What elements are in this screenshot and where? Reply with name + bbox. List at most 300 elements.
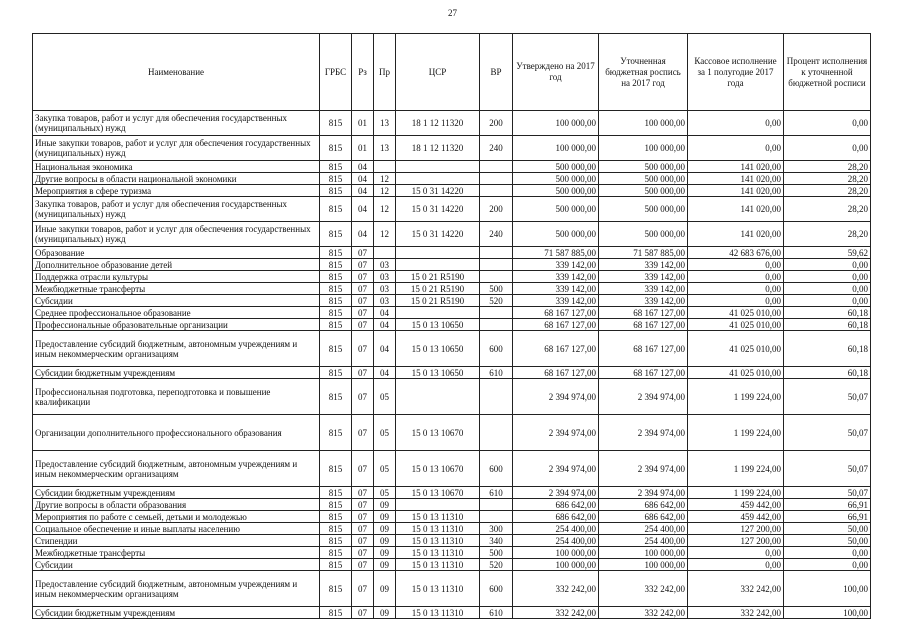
cell-vr: 610 xyxy=(480,607,513,619)
cell-cash: 332 242,00 xyxy=(688,607,784,619)
cell-revised: 686 642,00 xyxy=(599,511,688,523)
cell-pr: 04 xyxy=(374,319,396,331)
cell-vr: 520 xyxy=(480,559,513,571)
cell-grbs: 815 xyxy=(320,197,352,222)
cell-vr: 340 xyxy=(480,535,513,547)
cell-name: Межбюджетные трансферты xyxy=(33,283,320,295)
cell-name: Иные закупки товаров, работ и услуг для обеспечения государственных (муниципальных) нужд xyxy=(33,222,320,247)
cell-revised: 500 000,00 xyxy=(599,185,688,197)
cell-pr: 03 xyxy=(374,259,396,271)
cell-percent: 0,00 xyxy=(784,271,871,283)
page-number: 27 xyxy=(448,8,457,18)
cell-name: Образование xyxy=(33,247,320,259)
cell-cash: 1 199 224,00 xyxy=(688,415,784,451)
header-revised: Уточненная бюджетная роспись на 2017 год xyxy=(599,34,688,111)
cell-rz: 07 xyxy=(352,511,374,523)
cell-revised: 2 394 974,00 xyxy=(599,379,688,415)
cell-csr: 15 0 13 10670 xyxy=(396,487,480,499)
cell-percent: 50,00 xyxy=(784,535,871,547)
cell-vr: 500 xyxy=(480,283,513,295)
table-row xyxy=(33,259,871,271)
cell-rz: 01 xyxy=(352,136,374,161)
budget-table xyxy=(32,33,871,619)
cell-pr xyxy=(374,161,396,173)
cell-rz: 07 xyxy=(352,247,374,259)
cell-rz: 07 xyxy=(352,535,374,547)
cell-csr: 15 0 13 10650 xyxy=(396,331,480,367)
cell-grbs: 815 xyxy=(320,319,352,331)
cell-cash: 1 199 224,00 xyxy=(688,487,784,499)
cell-cash: 141 020,00 xyxy=(688,173,784,185)
cell-rz: 07 xyxy=(352,559,374,571)
cell-pr: 09 xyxy=(374,535,396,547)
cell-grbs: 815 xyxy=(320,111,352,136)
cell-vr: 600 xyxy=(480,331,513,367)
cell-vr: 200 xyxy=(480,197,513,222)
cell-approved: 71 587 885,00 xyxy=(513,247,599,259)
cell-name: Предоставление субсидий бюджетным, автономным учреждениям и иным некоммерческим организациям xyxy=(33,571,320,607)
header-name: Наименование xyxy=(33,34,320,111)
cell-name: Закупка товаров, работ и услуг для обеспечения государственных (муниципальных) нужд xyxy=(33,111,320,136)
cell-approved: 68 167 127,00 xyxy=(513,367,599,379)
cell-rz: 07 xyxy=(352,307,374,319)
cell-cash: 41 025 010,00 xyxy=(688,331,784,367)
cell-percent: 59,62 xyxy=(784,247,871,259)
cell-cash: 127 200,00 xyxy=(688,523,784,535)
cell-rz: 07 xyxy=(352,295,374,307)
cell-cash: 0,00 xyxy=(688,271,784,283)
cell-grbs: 815 xyxy=(320,136,352,161)
cell-percent: 0,00 xyxy=(784,283,871,295)
cell-vr xyxy=(480,185,513,197)
cell-rz: 07 xyxy=(352,271,374,283)
cell-grbs: 815 xyxy=(320,535,352,547)
table-row xyxy=(33,607,871,619)
cell-rz: 07 xyxy=(352,367,374,379)
cell-approved: 339 142,00 xyxy=(513,259,599,271)
cell-csr: 15 0 13 11310 xyxy=(396,511,480,523)
cell-name: Субсидии xyxy=(33,295,320,307)
cell-csr: 15 0 13 11310 xyxy=(396,523,480,535)
cell-approved: 68 167 127,00 xyxy=(513,319,599,331)
cell-name: Субсидии бюджетным учреждениям xyxy=(33,607,320,619)
cell-cash: 141 020,00 xyxy=(688,161,784,173)
cell-approved: 100 000,00 xyxy=(513,547,599,559)
cell-rz: 07 xyxy=(352,607,374,619)
cell-revised: 332 242,00 xyxy=(599,607,688,619)
cell-percent: 60,18 xyxy=(784,319,871,331)
cell-grbs: 815 xyxy=(320,173,352,185)
cell-csr xyxy=(396,247,480,259)
cell-name: Субсидии бюджетным учреждениям xyxy=(33,367,320,379)
cell-name: Межбюджетные трансферты xyxy=(33,547,320,559)
cell-vr xyxy=(480,247,513,259)
cell-vr: 240 xyxy=(480,222,513,247)
cell-name: Социальное обеспечение и иные выплаты населению xyxy=(33,523,320,535)
cell-revised: 339 142,00 xyxy=(599,295,688,307)
cell-rz: 07 xyxy=(352,547,374,559)
cell-cash: 459 442,00 xyxy=(688,511,784,523)
cell-pr: 09 xyxy=(374,499,396,511)
table-row xyxy=(33,571,871,607)
cell-percent: 66,91 xyxy=(784,499,871,511)
cell-revised: 500 000,00 xyxy=(599,173,688,185)
cell-csr: 15 0 13 10650 xyxy=(396,319,480,331)
cell-grbs: 815 xyxy=(320,379,352,415)
cell-csr: 15 0 13 10670 xyxy=(396,415,480,451)
cell-csr: 15 0 21 R5190 xyxy=(396,283,480,295)
cell-vr: 600 xyxy=(480,571,513,607)
cell-cash: 41 025 010,00 xyxy=(688,307,784,319)
table-row xyxy=(33,319,871,331)
cell-percent: 0,00 xyxy=(784,295,871,307)
cell-revised: 339 142,00 xyxy=(599,271,688,283)
cell-cash: 0,00 xyxy=(688,111,784,136)
cell-revised: 68 167 127,00 xyxy=(599,319,688,331)
cell-rz: 01 xyxy=(352,111,374,136)
cell-csr: 15 0 13 11310 xyxy=(396,559,480,571)
cell-revised: 100 000,00 xyxy=(599,136,688,161)
cell-grbs: 815 xyxy=(320,259,352,271)
cell-pr: 03 xyxy=(374,271,396,283)
cell-grbs: 815 xyxy=(320,415,352,451)
cell-csr: 15 0 31 14220 xyxy=(396,185,480,197)
cell-csr: 15 0 13 11310 xyxy=(396,571,480,607)
cell-csr xyxy=(396,307,480,319)
cell-approved: 686 642,00 xyxy=(513,511,599,523)
cell-name: Мероприятия в сфере туризма xyxy=(33,185,320,197)
cell-csr xyxy=(396,173,480,185)
cell-name: Дополнительное образование детей xyxy=(33,259,320,271)
cell-approved: 500 000,00 xyxy=(513,173,599,185)
cell-percent: 28,20 xyxy=(784,185,871,197)
cell-name: Другие вопросы в области образования xyxy=(33,499,320,511)
cell-revised: 68 167 127,00 xyxy=(599,307,688,319)
cell-percent: 66,91 xyxy=(784,511,871,523)
cell-percent: 28,20 xyxy=(784,197,871,222)
cell-pr: 03 xyxy=(374,295,396,307)
cell-percent: 28,20 xyxy=(784,173,871,185)
cell-rz: 07 xyxy=(352,259,374,271)
cell-name: Профессиональные образовательные организации xyxy=(33,319,320,331)
cell-csr: 15 0 13 11310 xyxy=(396,607,480,619)
cell-percent: 50,00 xyxy=(784,523,871,535)
table-row xyxy=(33,111,871,136)
cell-revised: 500 000,00 xyxy=(599,161,688,173)
cell-approved: 332 242,00 xyxy=(513,607,599,619)
header-pr: Пр xyxy=(374,34,396,111)
cell-csr: 15 0 13 11310 xyxy=(396,535,480,547)
header-vr: ВР xyxy=(480,34,513,111)
cell-grbs: 815 xyxy=(320,271,352,283)
cell-percent: 100,00 xyxy=(784,571,871,607)
cell-cash: 0,00 xyxy=(688,283,784,295)
cell-approved: 254 400,00 xyxy=(513,523,599,535)
cell-grbs: 815 xyxy=(320,499,352,511)
cell-rz: 07 xyxy=(352,523,374,535)
cell-name: Иные закупки товаров, работ и услуг для обеспечения государственных (муниципальных) нужд xyxy=(33,136,320,161)
cell-revised: 100 000,00 xyxy=(599,547,688,559)
cell-cash: 0,00 xyxy=(688,136,784,161)
cell-vr: 500 xyxy=(480,547,513,559)
cell-rz: 07 xyxy=(352,331,374,367)
table-row xyxy=(33,307,871,319)
cell-revised: 500 000,00 xyxy=(599,222,688,247)
cell-grbs: 815 xyxy=(320,295,352,307)
cell-vr xyxy=(480,271,513,283)
cell-vr xyxy=(480,161,513,173)
cell-revised: 254 400,00 xyxy=(599,535,688,547)
cell-pr: 05 xyxy=(374,451,396,487)
table-row xyxy=(33,547,871,559)
cell-vr: 600 xyxy=(480,451,513,487)
cell-percent: 0,00 xyxy=(784,547,871,559)
cell-cash: 141 020,00 xyxy=(688,197,784,222)
cell-percent: 60,18 xyxy=(784,307,871,319)
cell-revised: 500 000,00 xyxy=(599,197,688,222)
cell-pr: 04 xyxy=(374,367,396,379)
cell-name: Субсидии xyxy=(33,559,320,571)
cell-grbs: 815 xyxy=(320,222,352,247)
cell-approved: 100 000,00 xyxy=(513,559,599,571)
cell-vr xyxy=(480,511,513,523)
cell-revised: 2 394 974,00 xyxy=(599,487,688,499)
cell-cash: 141 020,00 xyxy=(688,185,784,197)
cell-grbs: 815 xyxy=(320,367,352,379)
cell-rz: 07 xyxy=(352,283,374,295)
cell-approved: 332 242,00 xyxy=(513,571,599,607)
cell-grbs: 815 xyxy=(320,161,352,173)
cell-vr: 300 xyxy=(480,523,513,535)
cell-name: Стипендии xyxy=(33,535,320,547)
cell-rz: 07 xyxy=(352,487,374,499)
cell-rz: 04 xyxy=(352,185,374,197)
cell-percent: 50,07 xyxy=(784,451,871,487)
cell-grbs: 815 xyxy=(320,559,352,571)
cell-approved: 100 000,00 xyxy=(513,136,599,161)
cell-percent: 0,00 xyxy=(784,559,871,571)
cell-vr xyxy=(480,307,513,319)
cell-vr: 520 xyxy=(480,295,513,307)
cell-vr xyxy=(480,379,513,415)
table-row xyxy=(33,487,871,499)
cell-csr: 18 1 12 11320 xyxy=(396,136,480,161)
cell-vr xyxy=(480,173,513,185)
cell-csr xyxy=(396,259,480,271)
cell-approved: 68 167 127,00 xyxy=(513,307,599,319)
cell-rz: 04 xyxy=(352,197,374,222)
cell-name: Профессиональная подготовка, переподготовка и повышение квалификации xyxy=(33,379,320,415)
cell-approved: 500 000,00 xyxy=(513,197,599,222)
cell-cash: 0,00 xyxy=(688,547,784,559)
cell-approved: 100 000,00 xyxy=(513,111,599,136)
cell-pr: 09 xyxy=(374,511,396,523)
cell-csr: 15 0 31 14220 xyxy=(396,197,480,222)
cell-grbs: 815 xyxy=(320,511,352,523)
cell-approved: 686 642,00 xyxy=(513,499,599,511)
cell-grbs: 815 xyxy=(320,547,352,559)
cell-pr xyxy=(374,247,396,259)
cell-approved: 339 142,00 xyxy=(513,271,599,283)
cell-revised: 339 142,00 xyxy=(599,283,688,295)
cell-pr: 13 xyxy=(374,111,396,136)
cell-grbs: 815 xyxy=(320,451,352,487)
cell-vr xyxy=(480,415,513,451)
cell-grbs: 815 xyxy=(320,487,352,499)
cell-rz: 07 xyxy=(352,379,374,415)
cell-percent: 28,20 xyxy=(784,161,871,173)
cell-grbs: 815 xyxy=(320,607,352,619)
cell-cash: 332 242,00 xyxy=(688,571,784,607)
cell-percent: 60,18 xyxy=(784,367,871,379)
cell-grbs: 815 xyxy=(320,283,352,295)
header-approved: Утверждено на 2017 год xyxy=(513,34,599,111)
table-row xyxy=(33,247,871,259)
cell-cash: 0,00 xyxy=(688,559,784,571)
cell-revised: 71 587 885,00 xyxy=(599,247,688,259)
cell-approved: 2 394 974,00 xyxy=(513,379,599,415)
cell-name: Национальная экономика xyxy=(33,161,320,173)
cell-csr: 15 0 31 14220 xyxy=(396,222,480,247)
header-percent: Процент исполнения к уточненной бюджетной росписи xyxy=(784,34,871,111)
cell-pr: 04 xyxy=(374,331,396,367)
cell-pr: 03 xyxy=(374,283,396,295)
cell-rz: 07 xyxy=(352,571,374,607)
table-row xyxy=(33,499,871,511)
cell-percent: 28,20 xyxy=(784,222,871,247)
table-row xyxy=(33,271,871,283)
cell-revised: 68 167 127,00 xyxy=(599,331,688,367)
cell-name: Предоставление субсидий бюджетным, автономным учреждениям и иным некоммерческим организациям xyxy=(33,331,320,367)
cell-rz: 04 xyxy=(352,222,374,247)
header-grbs: ГРБС xyxy=(320,34,352,111)
cell-cash: 1 199 224,00 xyxy=(688,379,784,415)
cell-percent: 0,00 xyxy=(784,136,871,161)
cell-cash: 0,00 xyxy=(688,295,784,307)
cell-cash: 127 200,00 xyxy=(688,535,784,547)
cell-revised: 100 000,00 xyxy=(599,559,688,571)
cell-revised: 68 167 127,00 xyxy=(599,367,688,379)
cell-csr xyxy=(396,499,480,511)
cell-vr: 610 xyxy=(480,487,513,499)
table-row xyxy=(33,523,871,535)
table-row xyxy=(33,535,871,547)
table-header-row xyxy=(33,34,871,111)
cell-percent: 50,07 xyxy=(784,415,871,451)
cell-percent: 50,07 xyxy=(784,379,871,415)
table-row xyxy=(33,379,871,415)
header-rz: Рз xyxy=(352,34,374,111)
cell-rz: 07 xyxy=(352,499,374,511)
cell-csr xyxy=(396,161,480,173)
cell-vr: 240 xyxy=(480,136,513,161)
cell-csr xyxy=(396,379,480,415)
cell-revised: 100 000,00 xyxy=(599,111,688,136)
cell-pr: 05 xyxy=(374,415,396,451)
cell-approved: 2 394 974,00 xyxy=(513,415,599,451)
cell-approved: 500 000,00 xyxy=(513,222,599,247)
cell-vr xyxy=(480,499,513,511)
cell-name: Среднее профессиональное образование xyxy=(33,307,320,319)
cell-revised: 2 394 974,00 xyxy=(599,451,688,487)
cell-approved: 2 394 974,00 xyxy=(513,487,599,499)
cell-approved: 339 142,00 xyxy=(513,295,599,307)
cell-vr xyxy=(480,319,513,331)
cell-pr: 05 xyxy=(374,487,396,499)
cell-revised: 332 242,00 xyxy=(599,571,688,607)
cell-approved: 500 000,00 xyxy=(513,185,599,197)
cell-approved: 254 400,00 xyxy=(513,535,599,547)
table-row xyxy=(33,451,871,487)
cell-name: Мероприятия по работе с семьей, детьми и молодежью xyxy=(33,511,320,523)
cell-approved: 339 142,00 xyxy=(513,283,599,295)
cell-cash: 459 442,00 xyxy=(688,499,784,511)
cell-grbs: 815 xyxy=(320,247,352,259)
cell-revised: 339 142,00 xyxy=(599,259,688,271)
table-row xyxy=(33,295,871,307)
cell-csr: 15 0 13 10650 xyxy=(396,367,480,379)
cell-rz: 04 xyxy=(352,173,374,185)
cell-rz: 07 xyxy=(352,319,374,331)
cell-percent: 0,00 xyxy=(784,111,871,136)
cell-pr: 12 xyxy=(374,197,396,222)
cell-grbs: 815 xyxy=(320,331,352,367)
cell-percent: 50,07 xyxy=(784,487,871,499)
cell-pr: 09 xyxy=(374,607,396,619)
cell-csr: 15 0 13 10670 xyxy=(396,451,480,487)
table-row xyxy=(33,367,871,379)
cell-name: Организации дополнительного профессионального образования xyxy=(33,415,320,451)
cell-grbs: 815 xyxy=(320,571,352,607)
header-cash: Кассовое исполнение за 1 полугодие 2017 года xyxy=(688,34,784,111)
cell-csr: 15 0 13 11310 xyxy=(396,547,480,559)
cell-grbs: 815 xyxy=(320,185,352,197)
cell-name: Субсидии бюджетным учреждениям xyxy=(33,487,320,499)
cell-name: Поддержка отрасли культуры xyxy=(33,271,320,283)
cell-revised: 254 400,00 xyxy=(599,523,688,535)
cell-grbs: 815 xyxy=(320,523,352,535)
cell-cash: 1 199 224,00 xyxy=(688,451,784,487)
cell-pr: 09 xyxy=(374,523,396,535)
table-row xyxy=(33,185,871,197)
cell-name: Другие вопросы в области национальной экономики xyxy=(33,173,320,185)
cell-pr: 12 xyxy=(374,185,396,197)
table-row xyxy=(33,511,871,523)
table-row xyxy=(33,222,871,247)
cell-pr: 04 xyxy=(374,307,396,319)
header-csr: ЦСР xyxy=(396,34,480,111)
cell-revised: 2 394 974,00 xyxy=(599,415,688,451)
cell-approved: 2 394 974,00 xyxy=(513,451,599,487)
table-row xyxy=(33,161,871,173)
table-row xyxy=(33,173,871,185)
cell-rz: 07 xyxy=(352,451,374,487)
cell-approved: 500 000,00 xyxy=(513,161,599,173)
table-row xyxy=(33,331,871,367)
cell-csr: 15 0 21 R5190 xyxy=(396,295,480,307)
cell-name: Закупка товаров, работ и услуг для обеспечения государственных (муниципальных) нужд xyxy=(33,197,320,222)
cell-pr: 12 xyxy=(374,222,396,247)
cell-rz: 07 xyxy=(352,415,374,451)
cell-pr: 09 xyxy=(374,547,396,559)
cell-csr: 15 0 21 R5190 xyxy=(396,271,480,283)
cell-pr: 05 xyxy=(374,379,396,415)
cell-name: Предоставление субсидий бюджетным, автономным учреждениям и иным некоммерческим организациям xyxy=(33,451,320,487)
table-row xyxy=(33,415,871,451)
cell-pr: 09 xyxy=(374,559,396,571)
cell-pr: 13 xyxy=(374,136,396,161)
cell-cash: 41 025 010,00 xyxy=(688,367,784,379)
